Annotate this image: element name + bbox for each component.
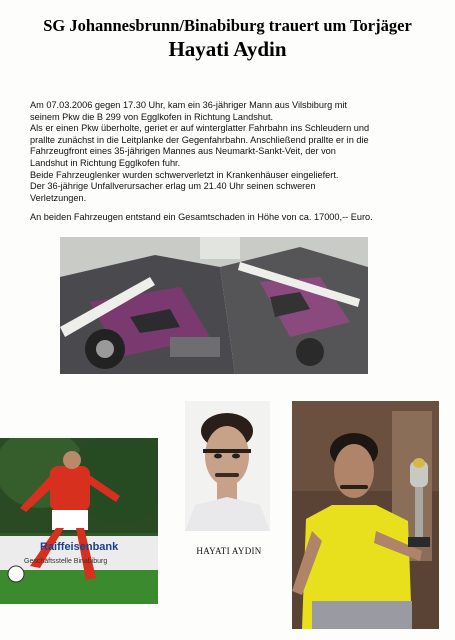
report-line: Als er einen Pkw überholte, geriet er auf winterglatter Fahrbahn ins Schleudern und <box>30 123 370 134</box>
report-line: Der 36-jährige Unfallverursacher erlag um 21.40 Uhr seinen schweren <box>30 181 316 192</box>
report-line: Fahrzeugfront eines 35-jährigen Mannes aus Neumarkt-Sankt-Veit, der von <box>30 146 336 157</box>
trophy-photo <box>292 401 439 629</box>
crash-photo <box>60 237 368 374</box>
report-line: prallte zunächst in die Leitplanke der Gegenfahrbahn. Anschließend prallte er in die <box>30 134 369 145</box>
portrait-caption: HAYATI AYDIN <box>196 546 262 556</box>
report-line: Landshut in Richtung Egglkofen fuhr. <box>30 157 181 168</box>
report-line: Am 07.03.2006 gegen 17.30 Uhr, kam ein 36-jähriger Mann aus Vilsbiburg mit <box>30 100 347 110</box>
damage-line: An beiden Fahrzeugen entstand ein Gesamtschaden in Höhe von ca. 17000,-- Euro. <box>30 212 373 223</box>
headline-club: SG Johannesbrunn/Binabiburg trauert um Torjäger <box>43 16 412 35</box>
accident-report <box>30 100 430 224</box>
headline-name: Hayati Aydin <box>168 37 287 61</box>
sponsor-banner: Raiffeisenbank <box>40 541 119 553</box>
sponsor-banner-sub: Geschäftsstelle Binabiburg <box>24 558 108 565</box>
report-line: Beide Fahrzeuglenker wurden schwerverletzt in Krankenhäuser eingeliefert. <box>30 169 339 180</box>
report-line: seinem Pkw die B 299 von Egglkofen in Richtung Landshut. <box>30 111 274 122</box>
soccer-action-photo <box>0 438 158 604</box>
portrait-photo <box>185 401 270 531</box>
report-line: Verletzungen. <box>30 192 87 203</box>
